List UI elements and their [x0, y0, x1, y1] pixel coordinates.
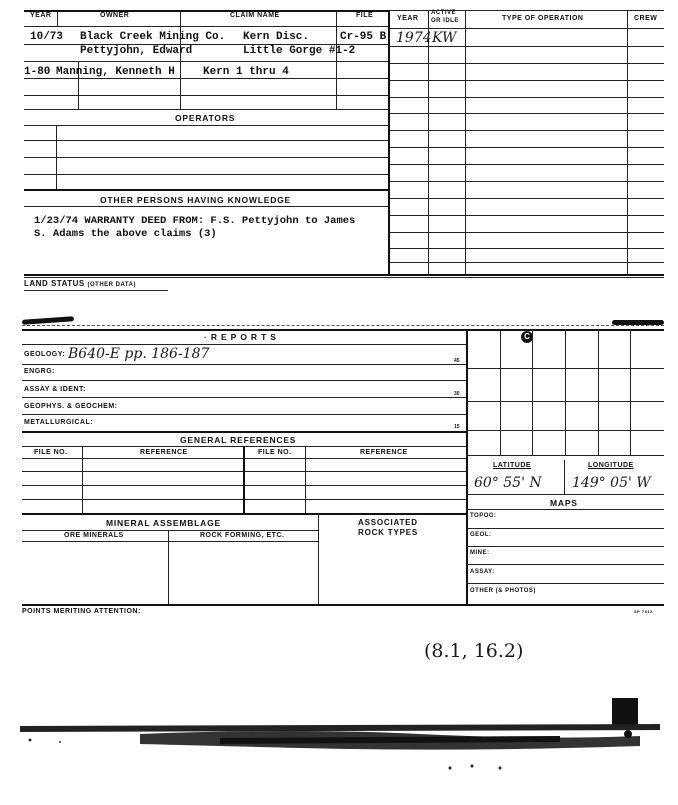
- geology-value: B640-E pp. 186-187: [68, 346, 210, 362]
- num-15: 15: [454, 424, 460, 430]
- geophys-label: GEOPHYS. & GEOCHEM:: [24, 403, 118, 410]
- scan-dot: [499, 767, 502, 770]
- gr-file-no: FILE NO.: [34, 449, 68, 456]
- header-year: YEAR: [30, 12, 52, 19]
- reports-top-border: [22, 329, 664, 331]
- grid-line: [466, 430, 664, 431]
- activity-row-line: [390, 248, 664, 249]
- divider: [168, 530, 169, 604]
- row-line: [24, 206, 390, 207]
- row-line: [24, 157, 390, 158]
- activity-row-line: [390, 164, 664, 165]
- grid-line: [466, 368, 664, 369]
- other-persons-line-1: 1/23/74 WARRANTY DEED FROM: F.S. Pettyjohn to James: [34, 215, 356, 227]
- reports-bottom-border: [22, 604, 664, 606]
- grid-line: [598, 329, 599, 455]
- divider: [57, 10, 58, 26]
- activity-row-line: [390, 80, 664, 81]
- row-line: [22, 530, 318, 531]
- row-line: [22, 414, 466, 415]
- grid-line: [466, 401, 664, 402]
- claim-row-3-owner: Manning, Kenneth H: [56, 66, 175, 78]
- engrg-label: ENGRG:: [24, 368, 55, 375]
- claim-row-3-year: 1-80: [24, 66, 51, 78]
- maps-title: MAPS: [550, 498, 578, 508]
- divider: [318, 513, 319, 604]
- section-divider: [388, 10, 390, 274]
- row-line: [466, 494, 664, 495]
- activity-row-line: [390, 63, 664, 64]
- divider: [180, 10, 181, 26]
- num-45: 45: [454, 358, 460, 364]
- row-line: [22, 397, 466, 398]
- activity-row-line: [390, 215, 664, 216]
- row-line: [22, 380, 466, 381]
- geology-label: GEOLOGY:: [24, 351, 66, 358]
- activity-row-line: [390, 232, 664, 233]
- longitude-value: 149° 05' W: [572, 475, 651, 491]
- divider: [627, 10, 628, 274]
- row-line: [22, 541, 318, 542]
- metallurgical-label: METALLURGICAL:: [24, 419, 94, 426]
- reports-dashed-line: [22, 325, 664, 326]
- latitude-value: 60° 55' N: [474, 475, 542, 491]
- assay-label: ASSAY & IDENT:: [24, 386, 86, 393]
- row-line: [22, 513, 466, 515]
- rock-forming-label: ROCK FORMING, ETC.: [200, 532, 285, 539]
- row-line: [466, 564, 664, 565]
- row-line: [22, 364, 466, 365]
- divider: [428, 10, 429, 274]
- top-section-bottom-border-2: [24, 277, 664, 278]
- scan-noise-band: [0, 690, 678, 780]
- row-line: [24, 189, 390, 191]
- activity-row-line: [390, 198, 664, 199]
- top-section-bottom-border: [24, 274, 664, 276]
- gr-file-no-2: FILE NO.: [258, 449, 292, 456]
- points-meriting-attention-label: POINTS MERITING ATTENTION:: [22, 608, 141, 615]
- maps-topog: TOPOG:: [470, 513, 497, 519]
- grid-line: [565, 329, 566, 455]
- claim-row-2-claim-name: Little Gorge #1-2: [243, 45, 356, 57]
- operators-title: OPERATORS: [175, 113, 236, 123]
- ink-stroke: [22, 316, 74, 325]
- header-owner: OWNER: [100, 12, 130, 19]
- general-references-title: GENERAL REFERENCES: [180, 435, 297, 445]
- claim-row-3-claim-name: Kern 1 thru 4: [203, 66, 289, 78]
- row-line: [22, 344, 466, 345]
- row-line: [24, 174, 390, 175]
- associated-label-2: ROCK TYPES: [358, 528, 419, 537]
- claim-row-1-year: 10/73: [30, 31, 64, 43]
- scan-dot: [59, 741, 61, 743]
- scan-dot: [471, 765, 474, 768]
- divider: [305, 446, 306, 513]
- row-line: [466, 583, 664, 584]
- activity-row-line: [390, 46, 664, 47]
- other-persons-line-2: S. Adams the above claims (3): [34, 228, 217, 240]
- row-line: [466, 509, 664, 510]
- header-type-of-operation: TYPE OF OPERATION: [502, 15, 584, 22]
- header-claim-name: CLAIM NAME: [230, 12, 280, 19]
- header-crew: CREW: [634, 15, 658, 22]
- scan-dot: [29, 739, 32, 742]
- activity-row-line: [390, 130, 664, 131]
- form-number: SP 7512: [634, 609, 653, 614]
- row-line: [466, 528, 664, 529]
- reports-title: ·REPORTS: [204, 332, 280, 342]
- gr-reference-2: REFERENCE: [360, 449, 408, 456]
- activity-row-line: [390, 97, 664, 98]
- divider: [82, 446, 83, 513]
- activity-row-line: [390, 181, 664, 182]
- grid-line: [500, 329, 501, 455]
- divider: [336, 26, 337, 110]
- maps-other: OTHER (& PHOTOS): [470, 588, 536, 594]
- header-file: FILE: [356, 12, 374, 19]
- scan-dot: [449, 767, 452, 770]
- activity-status-handwritten: KW: [432, 30, 457, 46]
- gr-reference: REFERENCE: [140, 449, 188, 456]
- divider: [336, 10, 337, 26]
- divider: [465, 10, 466, 274]
- associated-label-1: ASSOCIATED: [358, 518, 418, 527]
- land-status-sub: (OTHER DATA): [87, 282, 136, 288]
- maps-mine: MINE:: [470, 550, 490, 556]
- activity-row-line: [390, 262, 664, 263]
- ore-minerals-label: ORE MINERALS: [64, 532, 124, 539]
- header-or-idle: OR IDLE: [431, 18, 459, 24]
- maps-geol: GEOL:: [470, 532, 492, 538]
- header-underline-right: [390, 28, 664, 29]
- divider: [56, 125, 57, 189]
- claim-row-1-claim-name: Kern Disc.: [243, 31, 310, 43]
- header-active: ACTIVE: [431, 10, 457, 16]
- grid-line: [466, 455, 664, 456]
- claim-row-2-owner: Pettyjohn, Edward: [80, 45, 193, 57]
- claim-row-1-owner: Black Creek Mining Co.: [80, 31, 226, 43]
- activity-year-handwritten: 1974: [396, 30, 432, 46]
- land-status-underline: [24, 290, 168, 291]
- row-line: [466, 546, 664, 547]
- row-line: [24, 125, 390, 126]
- reports-title-text: REPORTS: [210, 332, 280, 342]
- other-persons-title: OTHER PERSONS HAVING KNOWLEDGE: [100, 195, 292, 205]
- land-status-text: LAND STATUS: [24, 279, 85, 288]
- latitude-label: LATITUDE: [493, 462, 532, 469]
- longitude-label: LONGITUDE: [588, 462, 634, 469]
- grid-line: [532, 329, 533, 455]
- activity-row-line: [390, 113, 664, 114]
- grid-line: [630, 329, 631, 455]
- scan-block: [612, 698, 638, 726]
- row-line: [22, 431, 466, 433]
- activity-row-line: [390, 147, 664, 148]
- row-line: [24, 140, 390, 141]
- mineral-assemblage-title: MINERAL ASSEMBLAGE: [106, 518, 221, 528]
- divider: [243, 446, 245, 513]
- claim-row-1-file: Cr-95 B: [340, 31, 387, 43]
- coordinates-note: (8.1, 16.2): [424, 640, 524, 662]
- divider: [564, 460, 565, 494]
- scan-dot: [624, 730, 632, 738]
- header-activity-year: YEAR: [397, 15, 419, 22]
- top-border: [24, 10, 388, 12]
- num-30: 30: [454, 391, 460, 397]
- scan-stripe: [20, 724, 660, 732]
- maps-assay: ASSAY:: [470, 569, 495, 575]
- section-marker: C: [521, 331, 533, 343]
- land-status-label: [24, 279, 136, 288]
